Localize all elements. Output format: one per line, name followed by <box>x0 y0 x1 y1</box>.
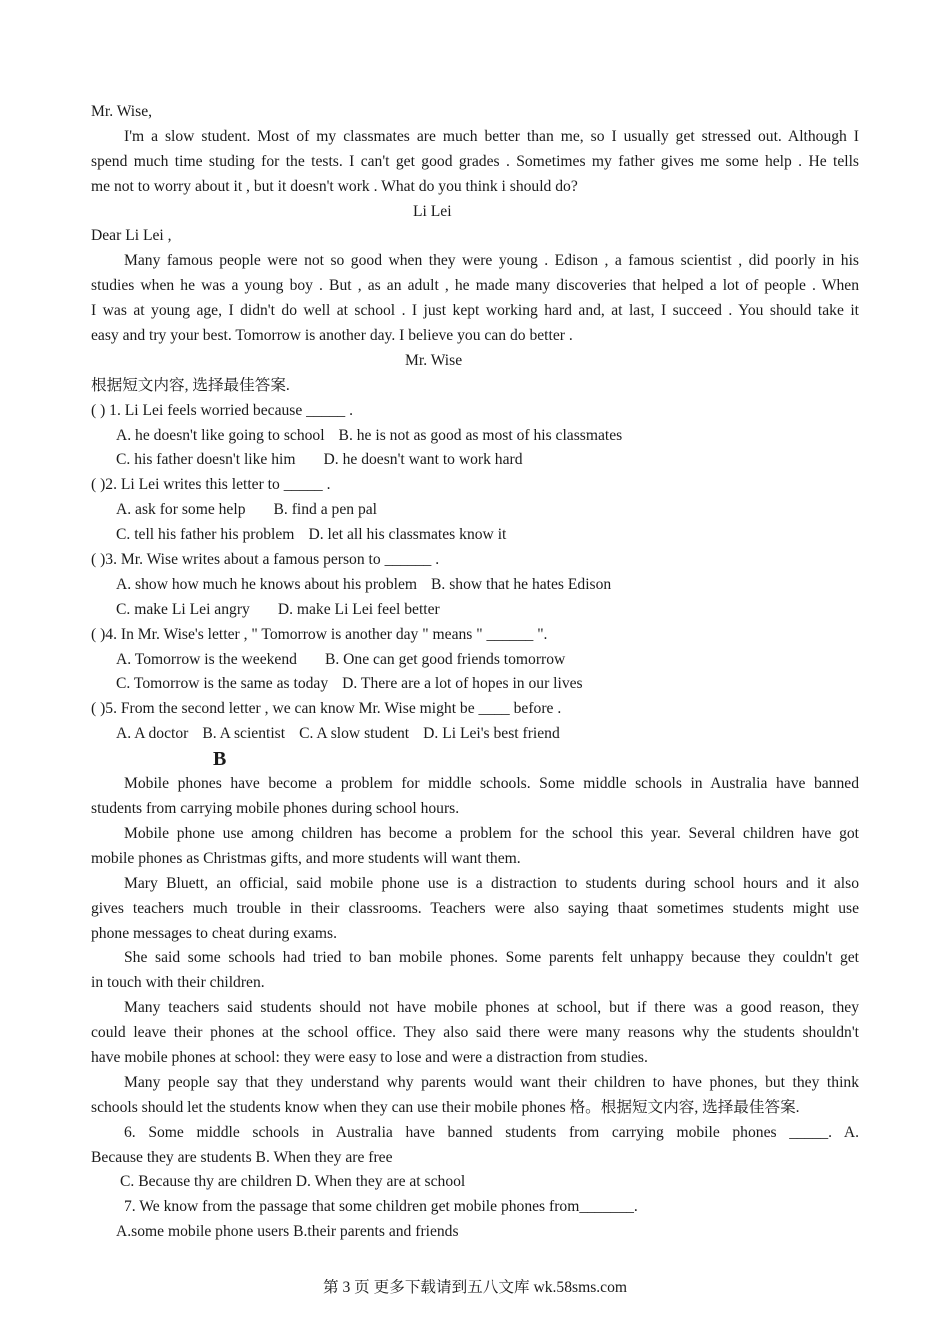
passage-line: Many people say that they understand why parents would want their children to have phones, but they think <box>124 1073 859 1091</box>
letter2-salutation: Dear Li Lei , <box>91 227 172 245</box>
option: C. tell his father his problem <box>116 526 295 544</box>
page-footer: 第 3 页 更多下载请到五八文库 wk.58sms.com <box>322 1279 628 1296</box>
page-content <box>91 100 859 1245</box>
question-options <box>91 598 859 623</box>
question-stem: 6. Some middle schools in Australia have banned students from carrying mobile phones _____. A. <box>124 1123 859 1141</box>
passage-line: students from carrying mobile phones during school hours. <box>91 800 460 818</box>
letter1-signature: Li Lei <box>413 202 452 220</box>
option: A. ask for some help <box>116 501 246 519</box>
question-stem: ( )3. Mr. Wise writes about a famous person to ______ . <box>91 551 440 569</box>
question-options <box>91 672 859 697</box>
option: B. One can get good friends tomorrow <box>324 650 566 668</box>
passage-line: have mobile phones at school: they were easy to lose and were a distraction from studies. <box>91 1048 648 1066</box>
option: D. make Li Lei feel better <box>277 600 440 618</box>
letter2-line: studies when he was a young boy . But , as an adult , he made many discoveries that helped a lot of people . When <box>91 277 859 295</box>
passage-line: Mobile phone use among children has become a problem for the school this year. Several children have got <box>124 824 859 842</box>
instruction: 根据短文内容, 选择最佳答案. <box>91 376 290 394</box>
letter2-line: easy and try your best. Tomorrow is another day. I believe you can do better . <box>91 327 573 345</box>
passage-line: Mary Bluett, an official, said mobile phone use is a distraction to students during school hours and it also <box>124 874 859 892</box>
passage-line: schools should let the students know when they can use their mobile phones 格。根据短文内容, 选择最佳答案. <box>91 1098 800 1116</box>
option: B. A scientist <box>202 725 286 743</box>
passage-line: mobile phones as Christmas gifts, and more students will want them. <box>91 849 521 867</box>
letter1-salutation: Mr. Wise, <box>91 103 153 120</box>
letter1-line: spend much time studing for the tests. I can't get good grades . Sometimes my father gives me some help . He tells <box>91 152 859 170</box>
question-stem: ( )5. From the second letter , we can know Mr. Wise might be ____ before . <box>91 700 562 718</box>
option: B. find a pen pal <box>273 501 377 519</box>
letter2-line: Many famous people were not so good when they were young . Edison , a famous scientist , did poorly in his <box>124 252 859 270</box>
letter1-line: I'm a slow student. Most of my classmates are much better than me, so I usually get stressed out. Although I <box>124 127 859 145</box>
question-options <box>91 648 859 673</box>
question-stem: 7. We know from the passage that some children get mobile phones from_______. <box>124 1198 638 1216</box>
option: C. A slow student <box>299 725 410 743</box>
option: A. show how much he knows about his problem <box>116 575 418 593</box>
question-options <box>91 573 859 598</box>
letter2-signature: Mr. Wise <box>405 351 463 369</box>
question-options: A.some mobile phone users B.their parents and friends <box>116 1223 459 1241</box>
option: C. make Li Lei angry <box>116 600 250 618</box>
passage-line: could leave their phones at the school office. They also said there were many reasons why the students shouldn't <box>91 1024 859 1042</box>
question-options: C. Because thy are children D. When they are at school <box>120 1173 466 1191</box>
passage-line: She said some schools had tried to ban mobile phones. Some parents felt unhappy because they couldn't get <box>124 949 859 967</box>
letter2-line: I was at young age, I didn't do well at school . I just kept working hard and, at last, I succeed . You should take it <box>91 302 859 320</box>
option: D. let all his classmates know it <box>308 526 507 544</box>
option: A. A doctor <box>116 725 189 743</box>
passage-line: Many teachers said students should not have mobile phones at school, but if there was a good reason, they <box>124 999 859 1017</box>
option: D. he doesn't want to work hard <box>323 451 523 469</box>
option: B. show that he hates Edison <box>431 575 612 593</box>
option: A. he doesn't like going to school <box>116 426 325 444</box>
option: D. Li Lei's best friend <box>423 725 560 743</box>
question-stem: ( )4. In Mr. Wise's letter , " Tomorrow is another day " means " ______ ". <box>91 625 548 643</box>
section-b-heading: B <box>213 748 227 771</box>
passage-line: Mobile phones have become a problem for middle schools. Some middle schools in Australia have banned <box>124 775 859 793</box>
question-options <box>91 498 859 523</box>
question-options <box>91 448 859 473</box>
letter1-line: me not to worry about it , but it doesn't work . What do you think i should do? <box>91 177 578 195</box>
question-stem: ( ) 1. Li Lei feels worried because _____ . <box>91 401 353 419</box>
passage-line: gives teachers much trouble in their classrooms. Teachers were also saying thaat sometimes students might use <box>91 899 859 917</box>
question-options <box>91 523 859 548</box>
question-options: Because they are students B. When they are free <box>91 1148 393 1166</box>
option: B. he is not as good as most of his classmates <box>338 426 623 444</box>
option: C. Tomorrow is the same as today <box>116 675 329 693</box>
question-options <box>91 722 859 747</box>
option: C. his father doesn't like him <box>116 451 296 469</box>
question-stem: ( )2. Li Lei writes this letter to _____ . <box>91 476 331 494</box>
passage-line: phone messages to cheat during exams. <box>91 924 337 942</box>
question-options <box>91 424 859 449</box>
passage-line: in touch with their children. <box>91 974 265 992</box>
option: A. Tomorrow is the weekend <box>116 650 297 668</box>
option: D. There are a lot of hopes in our lives <box>342 675 583 693</box>
